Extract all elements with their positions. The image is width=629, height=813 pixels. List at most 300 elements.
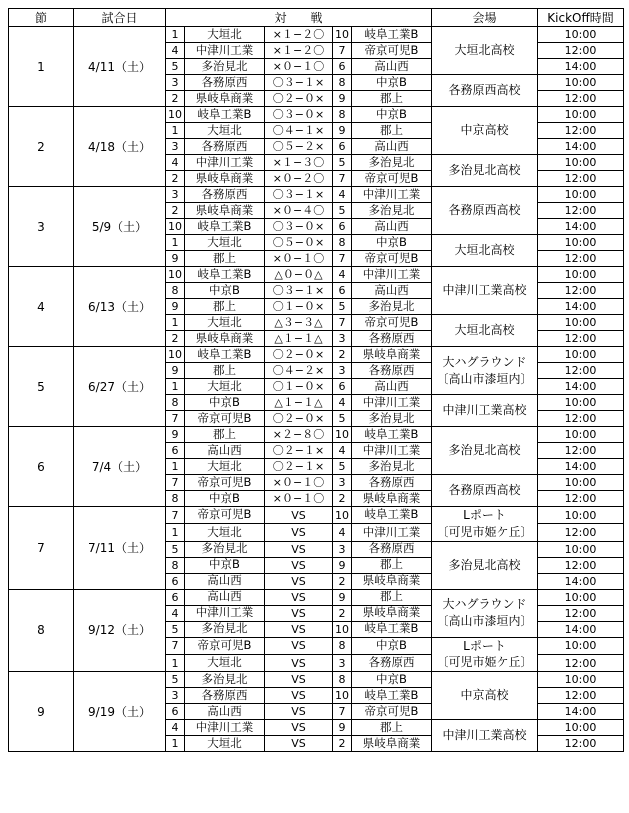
match-date: 9/19（土） — [74, 672, 166, 752]
match-date: 4/11（土） — [74, 27, 166, 107]
venue-name-line: 大ハグラウンド — [442, 597, 527, 612]
away-team-name: 多治見北 — [352, 155, 432, 171]
kickoff-time: 14:00 — [538, 621, 624, 637]
away-team-number: 9 — [333, 720, 352, 736]
home-team-name: 郡上 — [185, 251, 265, 267]
match-score: VS — [265, 507, 333, 524]
away-team-number: 5 — [333, 411, 352, 427]
away-team-name: 帝京可児B — [352, 315, 432, 331]
venue-cell — [432, 75, 538, 107]
round-number: 4 — [9, 267, 74, 347]
away-team-name: 中京B — [352, 637, 432, 654]
home-team-number: 2 — [166, 171, 185, 187]
home-team-name: 各務原西 — [185, 139, 265, 155]
venue-cell — [432, 395, 538, 427]
match-row — [9, 27, 624, 43]
home-team-name: 大垣北 — [185, 524, 265, 541]
away-team-name: 郡上 — [352, 720, 432, 736]
venue-cell — [432, 347, 538, 395]
match-row — [9, 187, 624, 203]
home-team-number: 8 — [166, 395, 185, 411]
away-team-number: 9 — [333, 123, 352, 139]
kickoff-time: 12:00 — [538, 331, 624, 347]
kickoff-time: 12:00 — [538, 443, 624, 459]
away-team-number: 4 — [333, 395, 352, 411]
kickoff-time: 12:00 — [538, 654, 624, 671]
match-date: 4/18（土） — [74, 107, 166, 187]
kickoff-time: 12:00 — [538, 251, 624, 267]
home-team-number: 6 — [166, 589, 185, 605]
round-number: 2 — [9, 107, 74, 187]
match-score: ×２−８〇 — [265, 427, 333, 443]
away-team-name: 高山西 — [352, 219, 432, 235]
away-team-name: 中京B — [352, 75, 432, 91]
home-team-number: 5 — [166, 672, 185, 688]
match-date: 6/27（土） — [74, 347, 166, 427]
home-team-name: 多治見北 — [185, 672, 265, 688]
away-team-number: 6 — [333, 283, 352, 299]
away-team-number: 2 — [333, 736, 352, 752]
away-team-number: 4 — [333, 524, 352, 541]
home-team-name: 郡上 — [185, 427, 265, 443]
match-score: VS — [265, 589, 333, 605]
home-team-number: 5 — [166, 541, 185, 557]
home-team-name: 各務原西 — [185, 688, 265, 704]
away-team-name: 郡上 — [352, 589, 432, 605]
home-team-name: 岐阜工業B — [185, 347, 265, 363]
match-row — [9, 672, 624, 688]
kickoff-time: 12:00 — [538, 491, 624, 507]
venue-cell — [432, 427, 538, 475]
venue-cell — [432, 541, 538, 589]
home-team-number: 5 — [166, 59, 185, 75]
away-team-number: 8 — [333, 75, 352, 91]
away-team-number: 2 — [333, 573, 352, 589]
away-team-number: 7 — [333, 704, 352, 720]
home-team-number: 7 — [166, 475, 185, 491]
home-team-name: 高山西 — [185, 443, 265, 459]
match-date: 9/12（土） — [74, 589, 166, 672]
venue-name-line: 大ハグラウンド — [442, 354, 527, 369]
away-team-number: 3 — [333, 475, 352, 491]
away-team-name: 県岐阜商業 — [352, 347, 432, 363]
home-team-number: 2 — [166, 203, 185, 219]
home-team-name: 県岐阜商業 — [185, 91, 265, 107]
match-score: VS — [265, 720, 333, 736]
away-team-number: 4 — [333, 443, 352, 459]
match-score: 〇２−０× — [265, 347, 333, 363]
venue-cell — [432, 637, 538, 672]
kickoff-time: 14:00 — [538, 299, 624, 315]
home-team-number: 1 — [166, 524, 185, 541]
kickoff-time: 12:00 — [538, 524, 624, 541]
match-row — [9, 347, 624, 363]
home-team-number: 1 — [166, 27, 185, 43]
match-row — [9, 427, 624, 443]
match-score: VS — [265, 672, 333, 688]
home-team-name: 各務原西 — [185, 75, 265, 91]
away-team-number: 3 — [333, 541, 352, 557]
away-team-name: 県岐阜商業 — [352, 736, 432, 752]
home-team-number: 1 — [166, 123, 185, 139]
match-score: VS — [265, 524, 333, 541]
match-score: VS — [265, 621, 333, 637]
match-score: 〇３−１× — [265, 283, 333, 299]
away-team-number: 8 — [333, 235, 352, 251]
venue-name-line: 〔高山市漆垣内〕 — [436, 614, 533, 629]
home-team-name: 岐阜工業B — [185, 219, 265, 235]
away-team-number: 4 — [333, 187, 352, 203]
venue-cell — [432, 507, 538, 542]
league-schedule-table — [8, 8, 624, 752]
home-team-name: 県岐阜商業 — [185, 203, 265, 219]
away-team-number: 2 — [333, 605, 352, 621]
away-team-name: 各務原西 — [352, 331, 432, 347]
away-team-name: 郡上 — [352, 91, 432, 107]
home-team-name: 郡上 — [185, 363, 265, 379]
away-team-number: 10 — [333, 427, 352, 443]
match-score: 〇３−０× — [265, 107, 333, 123]
kickoff-time: 12:00 — [538, 736, 624, 752]
kickoff-time: 10:00 — [538, 672, 624, 688]
match-score: 〇４−１× — [265, 123, 333, 139]
away-team-number: 5 — [333, 299, 352, 315]
venue-name-line: 〔可児市姫ケ丘〕 — [436, 655, 533, 670]
kickoff-time: 10:00 — [538, 541, 624, 557]
home-team-number: 9 — [166, 427, 185, 443]
home-team-number: 1 — [166, 379, 185, 395]
home-team-number: 6 — [166, 704, 185, 720]
venue-name-line: 中津川工業高校 — [442, 728, 527, 743]
away-team-number: 7 — [333, 315, 352, 331]
away-team-name: 各務原西 — [352, 363, 432, 379]
away-team-name: 高山西 — [352, 139, 432, 155]
away-team-number: 3 — [333, 654, 352, 671]
match-score: VS — [265, 688, 333, 704]
home-team-number: 7 — [166, 507, 185, 524]
away-team-number: 5 — [333, 203, 352, 219]
match-score: 〇１−０× — [265, 379, 333, 395]
away-team-number: 9 — [333, 557, 352, 573]
kickoff-time: 10:00 — [538, 637, 624, 654]
kickoff-time: 14:00 — [538, 379, 624, 395]
match-score: △３−３△ — [265, 315, 333, 331]
away-team-number: 7 — [333, 251, 352, 267]
venue-cell — [432, 267, 538, 315]
match-score: VS — [265, 605, 333, 621]
venue-name-line: 各務原西高校 — [448, 83, 521, 98]
venue-name-line: 〔高山市漆垣内〕 — [436, 371, 533, 386]
away-team-number: 4 — [333, 267, 352, 283]
venue-cell — [432, 720, 538, 752]
venue-name-line: 多治見北高校 — [448, 557, 521, 572]
venue-name-line: Lポート — [463, 638, 506, 653]
venue-name-line: 大垣北高校 — [454, 243, 515, 258]
away-team-name: 県岐阜商業 — [352, 573, 432, 589]
away-team-name: 高山西 — [352, 379, 432, 395]
kickoff-time: 12:00 — [538, 123, 624, 139]
venue-name-line: 各務原西高校 — [448, 203, 521, 218]
header-venue: 会場 — [432, 9, 538, 27]
home-team-name: 中津川工業 — [185, 720, 265, 736]
home-team-name: 中京B — [185, 283, 265, 299]
header-kickoff: KickOff時間 — [538, 9, 624, 27]
home-team-number: 1 — [166, 315, 185, 331]
away-team-number: 2 — [333, 491, 352, 507]
away-team-name: 多治見北 — [352, 459, 432, 475]
home-team-name: 帝京可児B — [185, 411, 265, 427]
home-team-number: 4 — [166, 43, 185, 59]
match-score: VS — [265, 573, 333, 589]
home-team-number: 4 — [166, 605, 185, 621]
away-team-name: 高山西 — [352, 283, 432, 299]
home-team-name: 帝京可児B — [185, 475, 265, 491]
match-score: VS — [265, 736, 333, 752]
home-team-name: 中京B — [185, 395, 265, 411]
match-score: ×０−１〇 — [265, 475, 333, 491]
away-team-name: 中津川工業 — [352, 443, 432, 459]
away-team-number: 6 — [333, 139, 352, 155]
home-team-name: 岐阜工業B — [185, 267, 265, 283]
kickoff-time: 12:00 — [538, 363, 624, 379]
match-score: ×０−１〇 — [265, 59, 333, 75]
away-team-name: 高山西 — [352, 59, 432, 75]
kickoff-time: 12:00 — [538, 688, 624, 704]
home-team-number: 1 — [166, 235, 185, 251]
home-team-name: 高山西 — [185, 573, 265, 589]
match-score: 〇２−１× — [265, 459, 333, 475]
venue-cell — [432, 107, 538, 155]
away-team-number: 7 — [333, 43, 352, 59]
away-team-number: 10 — [333, 507, 352, 524]
venue-name-line: 多治見北高校 — [448, 443, 521, 458]
venue-cell — [432, 155, 538, 187]
away-team-number: 3 — [333, 363, 352, 379]
match-score: 〇４−２× — [265, 363, 333, 379]
kickoff-time: 14:00 — [538, 704, 624, 720]
away-team-number: 3 — [333, 331, 352, 347]
match-score: ×０−１〇 — [265, 251, 333, 267]
match-row — [9, 507, 624, 524]
kickoff-time: 12:00 — [538, 171, 624, 187]
kickoff-time: 10:00 — [538, 507, 624, 524]
home-team-name: 高山西 — [185, 704, 265, 720]
home-team-name: 大垣北 — [185, 123, 265, 139]
venue-cell — [432, 589, 538, 637]
kickoff-time: 14:00 — [538, 59, 624, 75]
away-team-name: 多治見北 — [352, 299, 432, 315]
away-team-name: 帝京可児B — [352, 251, 432, 267]
venue-cell — [432, 315, 538, 347]
home-team-number: 4 — [166, 155, 185, 171]
venue-name-line: 大垣北高校 — [454, 323, 515, 338]
away-team-name: 県岐阜商業 — [352, 605, 432, 621]
round-number: 5 — [9, 347, 74, 427]
match-score: ×１−３〇 — [265, 155, 333, 171]
away-team-name: 中京B — [352, 235, 432, 251]
home-team-number: 1 — [166, 459, 185, 475]
kickoff-time: 10:00 — [538, 75, 624, 91]
header-round: 節 — [9, 9, 74, 27]
kickoff-time: 10:00 — [538, 107, 624, 123]
home-team-number: 8 — [166, 491, 185, 507]
home-team-name: 帝京可児B — [185, 637, 265, 654]
away-team-name: 各務原西 — [352, 654, 432, 671]
venue-cell — [432, 672, 538, 720]
home-team-name: 各務原西 — [185, 187, 265, 203]
venue-cell — [432, 187, 538, 235]
match-score: 〇３−０× — [265, 219, 333, 235]
header-row — [9, 9, 624, 27]
match-score: ×０−１〇 — [265, 491, 333, 507]
match-date: 7/4（土） — [74, 427, 166, 507]
venue-name-line: 中京高校 — [460, 688, 509, 703]
home-team-name: 中津川工業 — [185, 605, 265, 621]
away-team-name: 郡上 — [352, 123, 432, 139]
round-number: 9 — [9, 672, 74, 752]
kickoff-time: 12:00 — [538, 203, 624, 219]
home-team-name: 多治見北 — [185, 59, 265, 75]
venue-cell — [432, 235, 538, 267]
away-team-number: 5 — [333, 155, 352, 171]
kickoff-time: 10:00 — [538, 720, 624, 736]
home-team-name: 大垣北 — [185, 315, 265, 331]
match-score: VS — [265, 541, 333, 557]
home-team-number: 10 — [166, 219, 185, 235]
home-team-name: 岐阜工業B — [185, 107, 265, 123]
away-team-number: 6 — [333, 379, 352, 395]
kickoff-time: 10:00 — [538, 27, 624, 43]
away-team-name: 中京B — [352, 672, 432, 688]
home-team-name: 多治見北 — [185, 541, 265, 557]
away-team-name: 岐阜工業B — [352, 427, 432, 443]
away-team-name: 中津川工業 — [352, 524, 432, 541]
home-team-name: 大垣北 — [185, 736, 265, 752]
schedule-sheet — [8, 8, 624, 752]
venue-name-line: 中津川工業高校 — [442, 283, 527, 298]
match-score: △１−１△ — [265, 395, 333, 411]
away-team-number: 8 — [333, 637, 352, 654]
home-team-name: 中京B — [185, 557, 265, 573]
home-team-number: 7 — [166, 411, 185, 427]
away-team-name: 岐阜工業B — [352, 27, 432, 43]
home-team-number: 6 — [166, 573, 185, 589]
home-team-name: 県岐阜商業 — [185, 331, 265, 347]
home-team-number: 6 — [166, 443, 185, 459]
away-team-name: 中津川工業 — [352, 187, 432, 203]
kickoff-time: 10:00 — [538, 155, 624, 171]
kickoff-time: 10:00 — [538, 475, 624, 491]
home-team-name: 高山西 — [185, 589, 265, 605]
kickoff-time: 10:00 — [538, 589, 624, 605]
away-team-name: 帝京可児B — [352, 704, 432, 720]
home-team-name: 大垣北 — [185, 459, 265, 475]
match-date: 5/9（土） — [74, 187, 166, 267]
match-score: 〇２−０× — [265, 91, 333, 107]
home-team-number: 1 — [166, 654, 185, 671]
away-team-number: 2 — [333, 347, 352, 363]
match-score: 〇５−０× — [265, 235, 333, 251]
home-team-number: 9 — [166, 251, 185, 267]
kickoff-time: 14:00 — [538, 219, 624, 235]
home-team-number: 9 — [166, 363, 185, 379]
home-team-name: 大垣北 — [185, 654, 265, 671]
away-team-number: 10 — [333, 621, 352, 637]
header-match: 対 戦 — [166, 9, 432, 27]
away-team-name: 中津川工業 — [352, 267, 432, 283]
round-number: 1 — [9, 27, 74, 107]
kickoff-time: 14:00 — [538, 139, 624, 155]
match-score: VS — [265, 704, 333, 720]
home-team-number: 1 — [166, 736, 185, 752]
away-team-number: 10 — [333, 688, 352, 704]
away-team-number: 8 — [333, 672, 352, 688]
home-team-number: 3 — [166, 139, 185, 155]
round-number: 6 — [9, 427, 74, 507]
home-team-number: 2 — [166, 331, 185, 347]
away-team-name: 岐阜工業B — [352, 688, 432, 704]
home-team-name: 郡上 — [185, 299, 265, 315]
match-date: 7/11（土） — [74, 507, 166, 590]
match-score: VS — [265, 557, 333, 573]
match-score: 〇５−２× — [265, 139, 333, 155]
away-team-name: 多治見北 — [352, 411, 432, 427]
kickoff-time: 12:00 — [538, 43, 624, 59]
match-score: ×１−２〇 — [265, 27, 333, 43]
home-team-number: 3 — [166, 688, 185, 704]
match-date: 6/13（土） — [74, 267, 166, 347]
header-date: 試合日 — [74, 9, 166, 27]
away-team-number: 9 — [333, 91, 352, 107]
away-team-name: 中京B — [352, 107, 432, 123]
match-row — [9, 589, 624, 605]
home-team-number: 3 — [166, 187, 185, 203]
match-score: ×０−４〇 — [265, 203, 333, 219]
kickoff-time: 12:00 — [538, 91, 624, 107]
home-team-number: 4 — [166, 720, 185, 736]
away-team-name: 帝京可児B — [352, 43, 432, 59]
match-score: VS — [265, 637, 333, 654]
match-score: ×０−２〇 — [265, 171, 333, 187]
match-score: 〇３−１× — [265, 75, 333, 91]
home-team-number: 9 — [166, 299, 185, 315]
round-number: 7 — [9, 507, 74, 590]
venue-name-line: 各務原西高校 — [448, 483, 521, 498]
away-team-name: 各務原西 — [352, 475, 432, 491]
kickoff-time: 12:00 — [538, 283, 624, 299]
home-team-name: 多治見北 — [185, 621, 265, 637]
home-team-number: 5 — [166, 621, 185, 637]
home-team-name: 大垣北 — [185, 235, 265, 251]
venue-name-line: 多治見北高校 — [448, 163, 521, 178]
home-team-number: 10 — [166, 107, 185, 123]
match-score: VS — [265, 654, 333, 671]
away-team-number: 6 — [333, 59, 352, 75]
home-team-number: 8 — [166, 283, 185, 299]
kickoff-time: 10:00 — [538, 395, 624, 411]
home-team-name: 中津川工業 — [185, 155, 265, 171]
venue-name-line: Lポート — [463, 508, 506, 522]
venue-name-line: 大垣北高校 — [454, 43, 515, 58]
home-team-number: 3 — [166, 75, 185, 91]
home-team-name: 県岐阜商業 — [185, 171, 265, 187]
round-number: 8 — [9, 589, 74, 672]
venue-cell — [432, 475, 538, 507]
away-team-name: 中津川工業 — [352, 395, 432, 411]
match-score: ×１−２〇 — [265, 43, 333, 59]
away-team-number: 9 — [333, 589, 352, 605]
kickoff-time: 14:00 — [538, 573, 624, 589]
